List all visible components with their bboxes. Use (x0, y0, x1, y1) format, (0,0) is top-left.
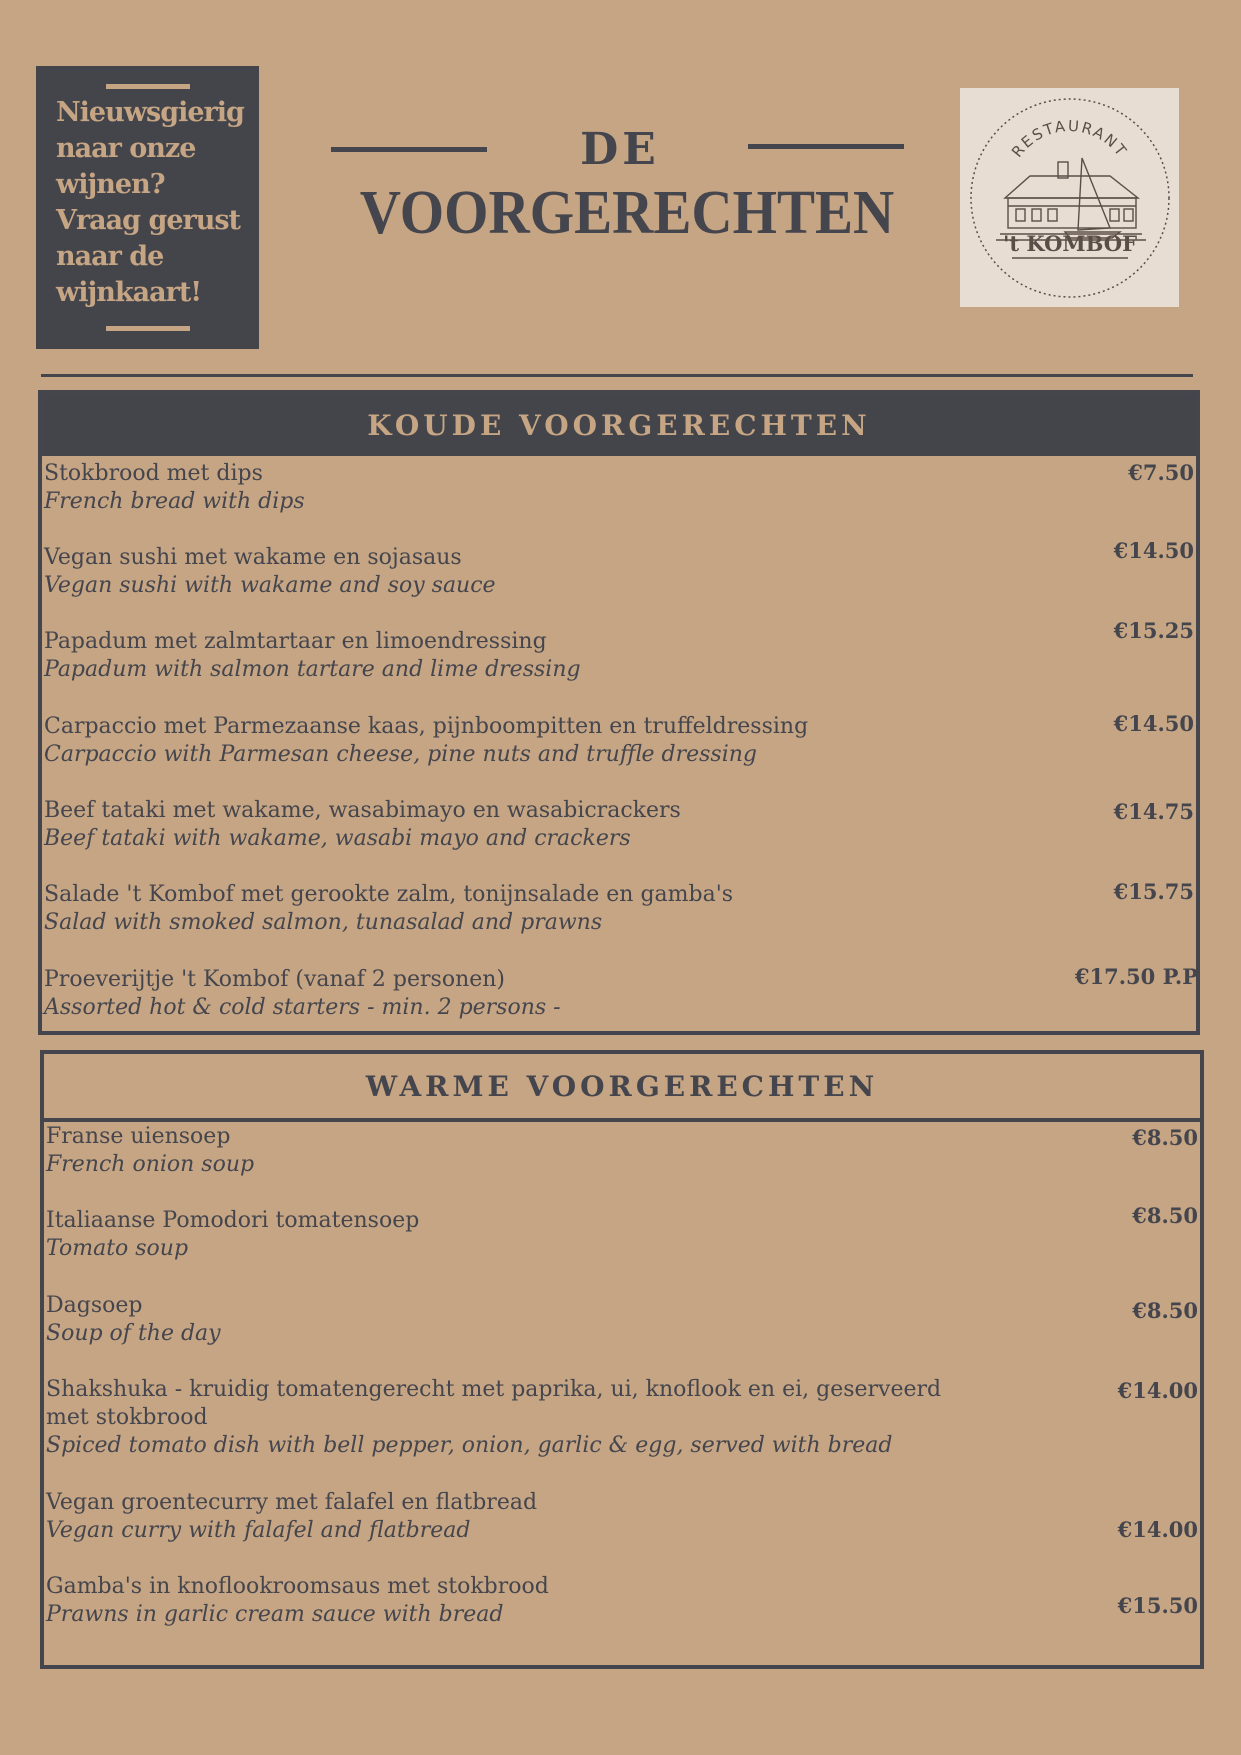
title-prefix: DE (580, 124, 660, 175)
menu-item (46, 1203, 1200, 1263)
dish-name-nl: Vegan groentecurry met falafel en flatbread (46, 1490, 538, 1515)
menu-item (44, 966, 1196, 1022)
menu-item (46, 1376, 1200, 1460)
menu-item (44, 618, 1196, 684)
title-rule-left (331, 147, 487, 152)
title-rule-right (748, 144, 904, 149)
dish-name-en: Prawns in garlic cream sauce with bread (46, 1602, 504, 1627)
dish-name-nl: Gamba's in knoflookroomsaus met stokbrood (46, 1574, 549, 1599)
dish-name-en: Beef tataki with wakame, wasabi mayo and crackers (44, 826, 631, 851)
dish-name-nl: Shakshuka - kruidig tomatengerecht met paprika, ui, knoflook en ei, geserveerd met stokbrood (46, 1377, 942, 1430)
dish-price: €15.50 (1117, 1593, 1198, 1618)
wine-note-line: wijnen? (56, 169, 165, 200)
dish-name-en: Tomato soup (46, 1236, 189, 1261)
dish-name-nl: Stokbrood met dips (44, 461, 263, 486)
menu-item (46, 1292, 1200, 1348)
dish-name-en: Vegan sushi with wakame and soy sauce (44, 573, 496, 598)
dish-price: €14.50 (1113, 538, 1194, 563)
wine-note-line: Nieuwsgierig (56, 97, 244, 128)
dish-name-en: Spiced tomato dish with bell pepper, onion, garlic & egg, served with bread (46, 1433, 893, 1458)
logo-emblem (960, 88, 1179, 307)
dish-name-nl: Carpaccio met Parmezaanse kaas, pijnboompitten en truffeldressing (44, 714, 809, 739)
dish-name-nl: Papadum met zalmtartaar en limoendressing (44, 629, 547, 654)
header-divider (41, 374, 1193, 377)
warm-starters-section (40, 1050, 1204, 1669)
dish-name-en: Soup of the day (46, 1321, 221, 1346)
dish-price: €17.50 P.P (1074, 964, 1198, 989)
dish-name-en: Papadum with salmon tartare and lime dressing (44, 657, 581, 682)
dish-price: €14.00 (1117, 1517, 1198, 1542)
cold-starters-section (38, 390, 1200, 1035)
menu-item (46, 1489, 1200, 1545)
wine-note-bottom-rule (106, 326, 190, 331)
dish-name-nl: Proeverijtje 't Kombof (vanaf 2 personen) (44, 967, 506, 992)
wine-note-line: naar de (56, 241, 164, 272)
logo-top-text: RESTAURANT (1008, 116, 1132, 161)
dish-price: €8.50 (1132, 1298, 1198, 1323)
wine-list-note (36, 66, 259, 349)
wine-note-line: Vraag gerust (56, 205, 241, 236)
dish-name-en: French bread with dips (44, 489, 305, 514)
dish-name-nl: Franse uiensoep (46, 1124, 231, 1149)
menu-item (44, 538, 1196, 600)
dish-name-nl: Dagsoep (46, 1293, 143, 1318)
dish-price: €14.75 (1113, 799, 1194, 824)
dish-price: €14.00 (1117, 1378, 1198, 1403)
menu-item (44, 460, 1196, 516)
logo-name: 't KOMBOF (1002, 231, 1138, 256)
dish-name-en: Carpaccio with Parmesan cheese, pine nuts and truffle dressing (44, 742, 758, 767)
wine-note-top-rule (106, 84, 190, 89)
dish-price: €15.75 (1113, 879, 1194, 904)
page-title: VOORGERECHTEN (359, 179, 895, 247)
dish-price: €8.50 (1132, 1125, 1198, 1150)
restaurant-logo (960, 88, 1179, 307)
dish-name-en: French onion soup (46, 1152, 255, 1177)
menu-item (46, 1573, 1200, 1629)
dish-name-nl: Vegan sushi met wakame en sojasaus (44, 545, 462, 570)
menu-item (44, 881, 1196, 937)
menu-item (44, 713, 1196, 769)
dish-name-nl: Salade 't Kombof met gerookte zalm, tonijnsalade en gamba's (44, 882, 734, 907)
dish-price: €15.25 (1113, 618, 1194, 643)
dish-name-en: Assorted hot & cold starters - min. 2 persons - (44, 995, 561, 1020)
dish-price: €8.50 (1132, 1203, 1198, 1228)
dish-name-nl: Italiaanse Pomodori tomatensoep (46, 1208, 420, 1233)
menu-item (44, 797, 1196, 853)
wine-note-text (56, 95, 256, 311)
section-title: WARME VOORGERECHTEN (44, 1054, 1200, 1122)
dish-price: €14.50 (1113, 711, 1194, 736)
dish-name-en: Salad with smoked salmon, tunasalad and prawns (44, 910, 603, 935)
svg-text:RESTAURANT (1008, 117, 1131, 161)
dish-name-nl: Beef tataki met wakame, wasabimayo en wasabicrackers (44, 798, 681, 823)
dish-price: €7.50 (1128, 460, 1194, 485)
wine-note-line: naar onze (56, 133, 196, 164)
menu-item (46, 1123, 1200, 1179)
section-title: KOUDE VOORGERECHTEN (42, 394, 1196, 456)
wine-note-line: wijnkaart! (56, 277, 202, 308)
dish-name-en: Vegan curry with falafel and flatbread (46, 1518, 471, 1543)
